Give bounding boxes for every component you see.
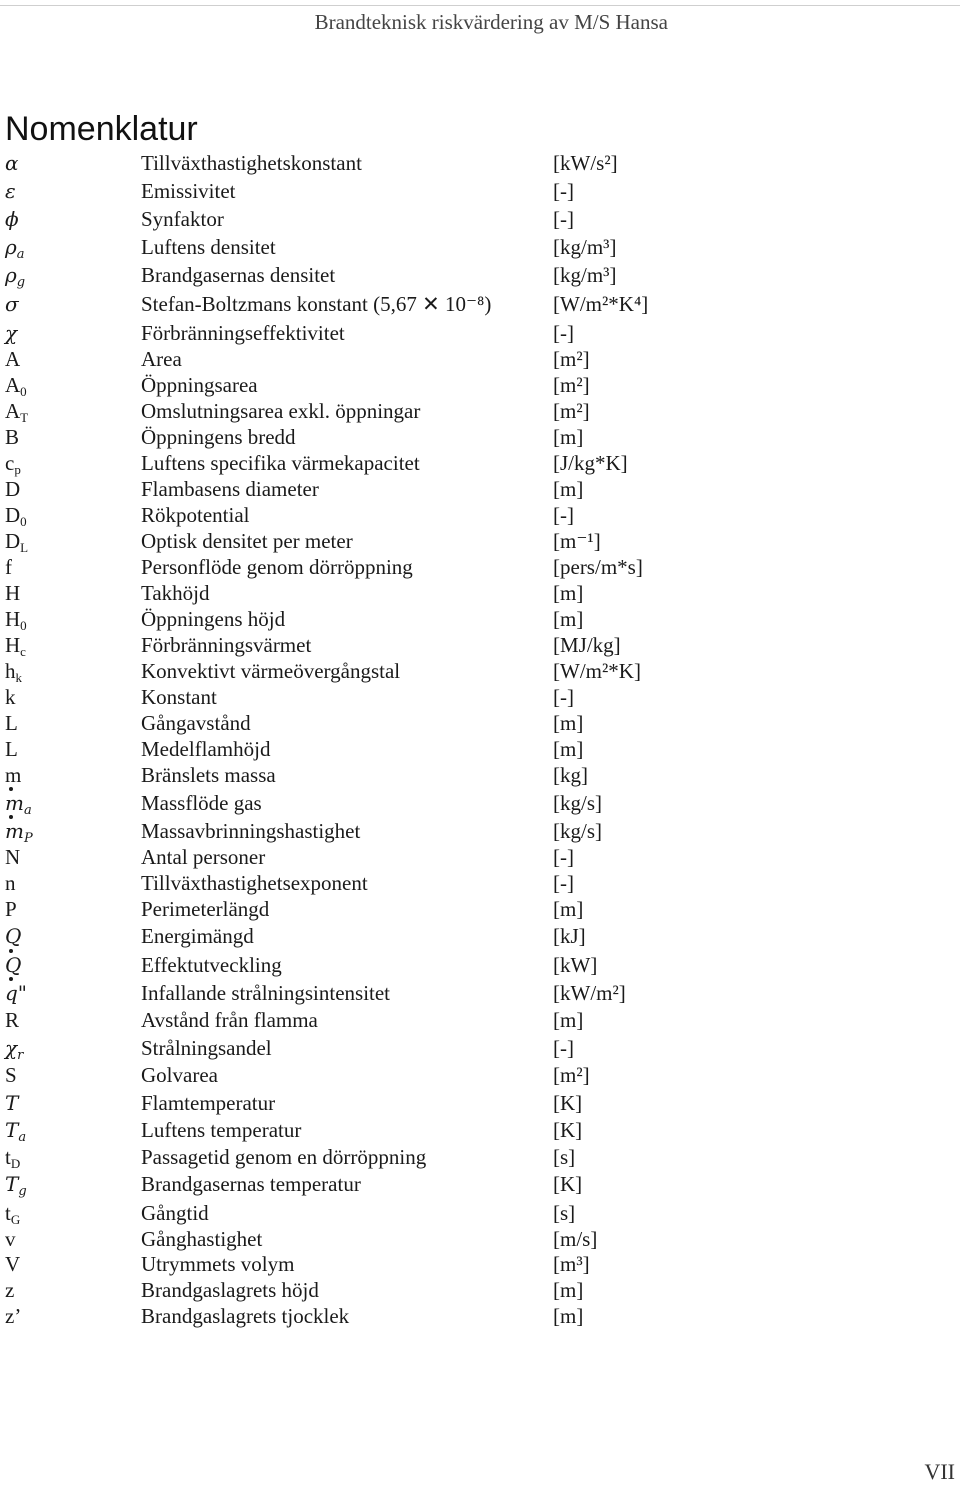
symbol-base: n (5, 871, 16, 895)
symbol-base: ρ (5, 235, 17, 259)
unit: [MJ/kg] (553, 633, 621, 657)
symbol (5, 684, 16, 710)
symbol (5, 424, 19, 450)
description: Massavbrinningshastighet (141, 819, 361, 843)
description: Antal personer (141, 845, 266, 869)
symbol-subscript: 0 (20, 618, 27, 633)
description: Avstånd från flamma (141, 1008, 318, 1032)
unit: [m] (553, 425, 584, 449)
description: Synfaktor (141, 207, 224, 231)
symbol (5, 980, 27, 1006)
symbol (5, 1303, 21, 1329)
unit: [kg/m³] (553, 263, 617, 287)
symbol (5, 554, 12, 580)
description: Luftens densitet (141, 235, 276, 259)
symbol (5, 1277, 14, 1303)
running-header: Brandteknisk riskvärdering av M/S Hansa (314, 10, 668, 34)
symbol-base: V (5, 1252, 21, 1276)
symbol-base: H (5, 607, 21, 631)
symbol-base: c (5, 451, 15, 475)
unit: [kg/s] (553, 819, 602, 843)
description: Strålningsandel (141, 1036, 272, 1060)
symbol-subscript: p (14, 462, 21, 477)
symbol (5, 762, 21, 788)
unit: [m/s] (553, 1227, 598, 1251)
description: Konvektivt värmeövergångstal (141, 659, 401, 683)
description: Omslutningsarea exkl. öppningar (141, 399, 421, 423)
unit: [m] (553, 581, 584, 605)
symbol-base: ϕ (5, 207, 19, 231)
symbol-base: χ (5, 321, 18, 345)
symbol (5, 1226, 16, 1252)
symbol-subscript: T (20, 410, 29, 425)
symbol-base: t (5, 1145, 11, 1169)
section-title: Nomenklatur (5, 110, 198, 148)
unit: [-] (553, 179, 574, 203)
symbol-base: z (5, 1278, 15, 1302)
description: Area (141, 347, 182, 371)
unit: [W/m²*K⁴] (553, 292, 649, 316)
unit: [kJ] (553, 924, 586, 948)
description: Gångavstånd (141, 711, 251, 735)
symbol (5, 320, 17, 346)
symbol (5, 476, 20, 502)
unit: [-] (553, 503, 574, 527)
symbol-base: χ (5, 1036, 18, 1060)
unit: [m] (553, 737, 584, 761)
description: Öppningens höjd (141, 607, 286, 631)
description: Flambasens diameter (141, 477, 319, 501)
symbol-subscript: a (23, 803, 32, 818)
symbol (5, 346, 20, 372)
unit: [-] (553, 1036, 574, 1060)
unit: [K] (553, 1091, 583, 1115)
symbol-base: T (5, 1172, 19, 1196)
page-number: VII (924, 1459, 955, 1484)
symbol (5, 870, 16, 896)
symbol (5, 291, 19, 317)
description: Öppningsarea (141, 373, 258, 397)
description: Konstant (141, 685, 217, 709)
symbol (5, 206, 19, 232)
symbol-base: P (5, 897, 17, 921)
unit: [K] (553, 1172, 583, 1196)
unit: [-] (553, 685, 574, 709)
unit: [m] (553, 897, 584, 921)
symbol-subscript: L (20, 540, 29, 555)
unit: [kg] (553, 763, 588, 787)
symbol-base: A (5, 373, 21, 397)
unit: [-] (553, 845, 574, 869)
unit: [m²] (553, 373, 590, 397)
header-rule (0, 5, 960, 6)
symbol (5, 1251, 20, 1277)
unit: [m] (553, 1304, 584, 1328)
symbol-base: A (5, 347, 21, 371)
unit: [kW/s²] (553, 151, 618, 175)
symbol-subscript: g (16, 275, 26, 290)
description: Utrymmets volym (141, 1252, 295, 1276)
description: Emissivitet (141, 179, 236, 203)
symbol (5, 580, 20, 606)
symbol (5, 952, 21, 978)
description: Brandgasernas densitet (141, 263, 336, 287)
unit: [kg/m³] (553, 235, 617, 259)
symbol (5, 736, 18, 762)
symbol-base: A (5, 399, 21, 423)
symbol-subscript: G (10, 1212, 21, 1227)
symbol-base: B (5, 425, 20, 449)
symbol-base: L (5, 737, 18, 761)
symbol-base: m (5, 819, 24, 843)
symbol-base: ρ (5, 263, 17, 287)
description: Takhöjd (141, 581, 210, 605)
description: Brandgasernas temperatur (141, 1172, 361, 1196)
unit: [kg/s] (553, 791, 602, 815)
unit: [m] (553, 1008, 584, 1032)
symbol-base: m (5, 763, 22, 787)
description: Gånghastighet (141, 1227, 263, 1251)
symbol-base: D (5, 477, 21, 501)
description: Luftens specifika värmekapacitet (141, 451, 420, 475)
symbol-base: D (5, 529, 21, 553)
symbol-base: q" (5, 981, 28, 1005)
description: Perimeterlängd (141, 897, 270, 921)
symbol (5, 923, 21, 949)
symbol-base: H (5, 581, 21, 605)
symbol-subscript: a (16, 247, 25, 262)
symbol-subscript: r (17, 1048, 24, 1063)
symbol-subscript: k (15, 670, 22, 685)
unit: [kW/m²] (553, 981, 626, 1005)
symbol (5, 844, 20, 870)
symbol (5, 150, 19, 176)
symbol-base: h (5, 659, 16, 683)
description: Bränslets massa (141, 763, 276, 787)
symbol (5, 178, 16, 204)
symbol-base: α (5, 151, 19, 175)
unit: [-] (553, 871, 574, 895)
unit: [m³] (553, 1252, 590, 1276)
symbol-base: m (5, 791, 24, 815)
description: Öppningens bredd (141, 425, 296, 449)
unit: [m²] (553, 399, 590, 423)
symbol (5, 896, 17, 922)
unit: [m] (553, 477, 584, 501)
symbol (5, 710, 18, 736)
unit: [kW] (553, 953, 598, 977)
unit: [W/m²*K] (553, 659, 641, 683)
description: Medelflamhöjd (141, 737, 271, 761)
symbol-base: N (5, 845, 21, 869)
symbol-subscript: D (10, 1156, 21, 1171)
symbol-base: t (5, 1201, 11, 1225)
unit: [m⁻¹] (553, 529, 601, 553)
unit: [J/kg*K] (553, 451, 628, 475)
description: Golvarea (141, 1063, 218, 1087)
symbol-base: T (5, 1118, 19, 1142)
description: Tillväxthastighetskonstant (141, 151, 362, 175)
description: Gångtid (141, 1201, 209, 1225)
description: Infallande strålningsintensitet (141, 981, 391, 1005)
symbol-subscript: P (23, 831, 33, 846)
description: Tillväxthastighetsexponent (141, 871, 368, 895)
symbol-subscript: 0 (20, 384, 27, 399)
symbol-base: R (5, 1008, 20, 1032)
symbol-base: k (5, 685, 16, 709)
symbol (5, 1090, 18, 1116)
symbol-base: σ (5, 292, 19, 316)
description: Personflöde genom dörröppning (141, 555, 413, 579)
symbol-base: v (5, 1227, 16, 1251)
symbol-base: z’ (5, 1304, 22, 1328)
symbol-subscript: c (20, 644, 26, 659)
unit: [pers/m*s] (553, 555, 643, 579)
unit: [m²] (553, 347, 590, 371)
description: Rökpotential (141, 503, 250, 527)
unit: [m] (553, 1278, 584, 1302)
symbol-base: ε (5, 179, 16, 203)
unit: [m] (553, 711, 584, 735)
unit: [K] (553, 1118, 583, 1142)
symbol (5, 1007, 19, 1033)
symbol (5, 1062, 17, 1088)
unit: [m²] (553, 1063, 590, 1087)
description: Effektutveckling (141, 953, 282, 977)
unit: [s] (553, 1145, 576, 1169)
description: Passagetid genom en dörröppning (141, 1145, 427, 1169)
description: Luftens temperatur (141, 1118, 302, 1142)
unit: [s] (553, 1201, 576, 1225)
symbol-base: f (5, 555, 12, 579)
symbol-base: L (5, 711, 18, 735)
description: Brandgaslagrets höjd (141, 1278, 319, 1302)
symbol-base: H (5, 633, 21, 657)
description: Stefan-Boltzmans konstant (5,67 ✕ 10⁻⁸) (141, 292, 492, 316)
unit: [-] (553, 321, 574, 345)
unit: [-] (553, 207, 574, 231)
symbol-base: Q (5, 953, 22, 977)
description: Energimängd (141, 924, 254, 948)
symbol-subscript: 0 (20, 514, 27, 529)
description: Massflöde gas (141, 791, 262, 815)
symbol-base: D (5, 503, 21, 527)
symbol-subscript: a (18, 1130, 27, 1145)
symbol-base: T (5, 1091, 19, 1115)
description: Brandgaslagrets tjocklek (141, 1304, 350, 1328)
description: Förbränningsvärmet (141, 633, 312, 657)
unit: [m] (553, 607, 584, 631)
symbol-base: Q (5, 924, 22, 948)
description: Flamtemperatur (141, 1091, 276, 1115)
symbol-base: S (5, 1063, 17, 1087)
description: Förbränningseffektivitet (141, 321, 345, 345)
symbol-subscript: g (18, 1184, 27, 1199)
description: Optisk densitet per meter (141, 529, 353, 553)
